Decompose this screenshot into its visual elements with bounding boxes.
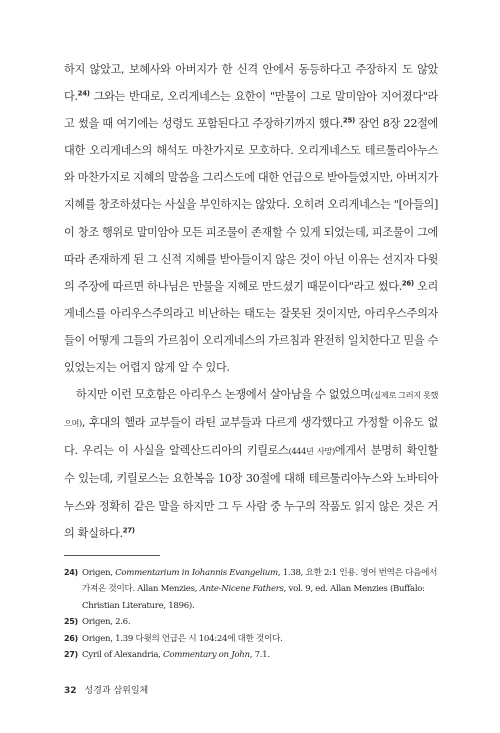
fn-italic-title: Commentarium in Iohannis Evangelium [115,568,278,578]
footnote-26 [64,631,438,647]
footnote-ref-27[interactable]: 27) [122,525,135,534]
footnote-text [82,565,438,614]
text-run: 오리게네스를 아리우스주의라고 비난하는 태도는 잘못된 것이지만, 아리우스주의자들이 어떻게 그들의 가르침이 오리게네스의 가르침과 완전히 일치한다고 믿을 수 있었는지는 어렵지 않게 알 수 있다. [64,279,438,375]
footnote-24 [64,565,438,614]
footnote-text [82,647,438,663]
fn-run: Origen, 2.6. [82,617,131,628]
footnote-number: 26) [64,633,78,643]
footnote-25 [64,614,438,630]
footnote-number: 25) [64,617,78,627]
running-title: 성경과 삼위일체 [84,686,149,696]
text-run: 하지만 이런 모호함은 아리우스 논쟁에서 살아남을 수 없었으며 [76,388,371,402]
footnotes [64,565,438,663]
footnote-number: 24) [64,568,78,577]
footnote-27 [64,647,438,663]
fn-italic-title: Commentary on John [163,650,250,661]
text-run: , 후대의 헬라 교부들이 라틴 교부들과 다르게 생각했다고 가정할 이유도 없다. 우리는 이 사실을 알렉산드리아의 키릴로스 [64,416,438,458]
fn-run: , 1.38, 요한 2:1 인용. 영어 번역은 다음에서 가져온 것이다. Allan Menzies, [82,568,438,595]
paragraph-1 [64,56,438,381]
page-number: 32 [64,686,77,696]
footnote-divider [64,555,160,556]
fn-run: Origen, [82,568,116,578]
footnote-text [82,631,438,647]
footnote-ref-24[interactable]: 24) [77,89,90,98]
fn-run: , 7.1. [249,650,270,661]
footnote-ref-25[interactable]: 25) [342,116,355,125]
text-run: 에게서 분명히 확인할 수 있는데, 키릴로스는 요한복음 10장 30절에 대해 테르툴리아누스와 노바티아누스와 정확히 같은 말을 하지만 그 두 사람 중 누구의 작품도 읽지 않은 것은 거의 확실하다. [64,444,438,540]
page-footer [64,683,148,696]
text-run: 하지 않았고, 보혜사와 아버지가 한 신격 안에서 동등하다고 주장하지 도 않았다. [64,63,438,104]
text-run: 잠언 8장 22절에 대한 오리게네스의 해석도 마찬가지로 모호하다. 오리게네스도 테르툴리아누스와 마찬가지로 지혜의 말씀을 그리스도에 대한 언급으로 받아들였지만, 아버지가 지혜를 창조하셨다는 사실을 부인하지는 않았다. 오히려 오리게네스는 "[아들의] 이 창조 행위로 말미암아 모든 피조물이 존재할 수 있게 되었는데, 피조물이 그에 따라 존재하게 된 그 신적 지혜를 받아들이지 않은 것이 아닌 이유는 선지자 다윗의 주장에 따르면 하나님은 만물을 지혜로 만드셨기 때문이다"라고 썼다. [64,117,439,293]
fn-run: Origen, 1.39 다윗의 언급은 시 104:24에 대한 것이다. [82,633,283,644]
parenthetical-note: (실제로 그러지 못했으며) [64,390,438,429]
fn-italic-title: Ante-Nicene Fathers [199,584,284,595]
paragraph-2 [64,381,438,547]
body-text [64,56,438,547]
footnote-ref-26[interactable]: 26) [401,279,414,288]
parenthetical-note: (444년 사망) [288,446,335,457]
text-run: 그와는 반대로, 오리게네스는 요한이 "만물이 그로 말미암아 지어졌다"라고 썼을 때 여기에는 성령도 포함된다고 주장하기까지 했다. [64,90,438,131]
footnote-text [82,614,438,630]
fn-run: Cyril of Alexandria, [82,650,164,661]
fn-run: , vol. 9, ed. Allan Menzies (Buffalo: Christian Literature, 1896). [82,584,425,611]
footnote-number: 27) [64,650,78,660]
